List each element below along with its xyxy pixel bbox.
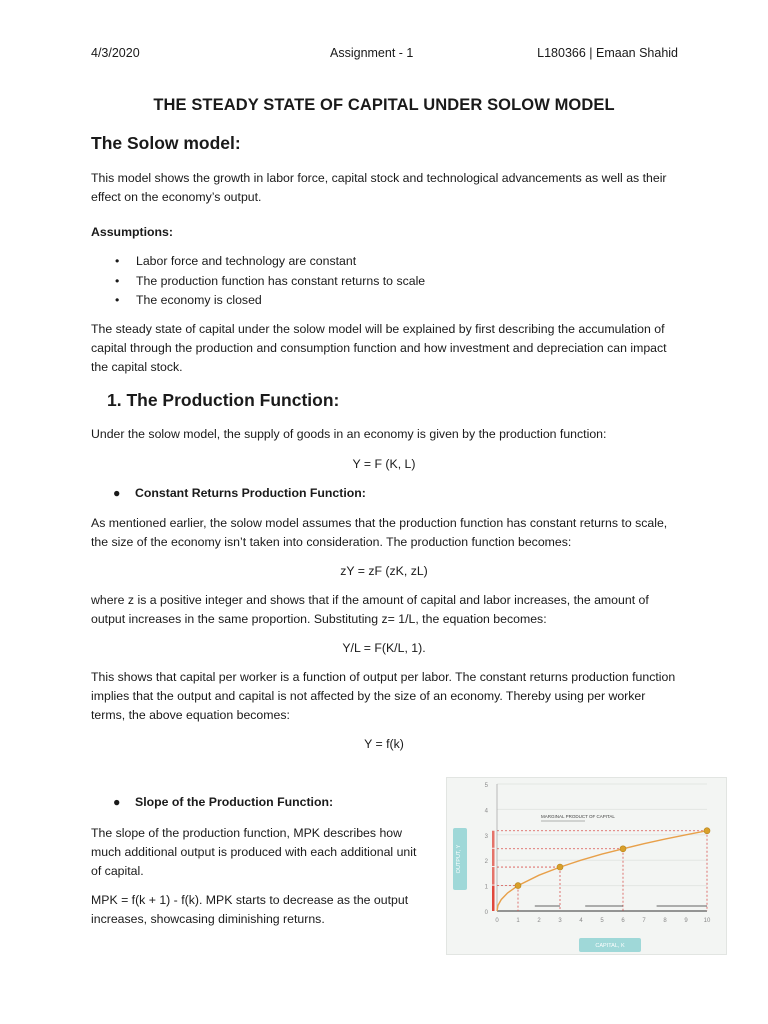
- heading-solow-model: The Solow model:: [91, 133, 241, 153]
- header-date: 4/3/2020: [91, 46, 140, 60]
- production-curve: [497, 831, 707, 911]
- bullet-icon: •: [115, 254, 120, 268]
- list-item: • Labor force and technology are constant: [91, 252, 425, 272]
- bullet-icon: •: [115, 273, 120, 288]
- equation-y-over-l: Y/L = F(K/L, 1).: [342, 641, 426, 655]
- y-tick-label: 2: [484, 859, 488, 866]
- x-tick-label: 5: [600, 918, 604, 924]
- paragraph-steady-state: The steady state of capital under the solow model will be explained by first describing the accumulation of capital through the production and consumption function and how investment and depreciation can impact the capital stock.: [91, 322, 667, 374]
- x-tick-label: 8: [663, 918, 667, 924]
- x-axis-label: CAPITAL, K: [595, 943, 625, 949]
- x-tick-label: 6: [621, 918, 625, 924]
- x-tick-label: 9: [684, 918, 688, 924]
- assumptions-label: Assumptions:: [91, 225, 173, 239]
- data-point: [557, 864, 563, 870]
- annotation-label: MARGINAL PRODUCT OF CAPITAL: [541, 814, 615, 819]
- y-tick-label: 0: [484, 910, 488, 916]
- bullet-icon: ●: [113, 795, 121, 809]
- production-function-chart: [446, 777, 727, 955]
- data-point: [704, 828, 710, 834]
- y-tick-label: 1: [484, 884, 488, 891]
- mpk-step-bar: [492, 831, 495, 848]
- chart-svg: [447, 778, 726, 954]
- y-tick-label: 5: [484, 783, 488, 789]
- y-axis-label: OUTPUT, Y: [456, 844, 462, 874]
- y-tick-label: 4: [484, 808, 488, 815]
- paragraph-substitution: where z is a positive integer and shows that if the amount of capital and labor increases, the amount of output increases in the same proportion. Substituting z= 1/L, the equation becomes:: [91, 593, 649, 626]
- document-title: THE STEADY STATE OF CAPITAL UNDER SOLOW MODEL: [153, 96, 615, 114]
- heading-production-function: 1. The Production Function:: [107, 390, 340, 410]
- equation-y-f-k: Y = f(k): [364, 737, 404, 751]
- equation-zy: zY = zF (zK, zL): [340, 564, 428, 578]
- paragraph-production-intro: Under the solow model, the supply of goods in an economy is given by the production function:: [91, 427, 607, 441]
- bullet-icon: •: [115, 293, 120, 307]
- list-item: • The economy is closed: [91, 291, 425, 311]
- equation-y-f-k-l: Y = F (K, L): [352, 457, 416, 471]
- mpk-bar: [492, 886, 495, 911]
- paragraph-solow-intro: This model shows the growth in labor force, capital stock and technological advancements as well as their effect on the economy’s output.: [91, 171, 667, 204]
- paragraph-mpk: MPK = f(k + 1) - f(k). MPK starts to decrease as the output increases, showcasing diminishing returns.: [91, 893, 409, 926]
- header-assignment: Assignment - 1: [330, 46, 414, 60]
- mpk-step-bar: [492, 849, 495, 866]
- bullet-icon: ●: [113, 486, 121, 500]
- data-point: [620, 846, 626, 852]
- x-tick-label: 4: [579, 918, 583, 924]
- paragraph-per-worker: This shows that capital per worker is a function of output per labor. The constant returns production function implies that the output and capital is not affected by the size of an economy. Thereby using per worker terms, the above equation becomes:: [91, 670, 676, 722]
- list-item: • The production function has constant returns to scale: [91, 272, 425, 292]
- subheading-slope: ● Slope of the Production Function:: [91, 795, 333, 809]
- subheading-constant-returns: ● Constant Returns Production Function:: [91, 486, 366, 500]
- x-tick-label: 10: [703, 918, 711, 924]
- paragraph-slope: The slope of the production function, MPK describes how much additional output is produced with each additional unit of capital.: [91, 826, 417, 878]
- assumptions-list: [91, 252, 425, 311]
- x-tick-label: 3: [558, 918, 562, 924]
- mpk-step-bar: [492, 867, 495, 885]
- y-tick-label: 3: [484, 833, 488, 840]
- x-tick-label: 7: [642, 918, 646, 924]
- data-point: [515, 883, 521, 889]
- x-tick-label: 2: [537, 918, 541, 924]
- header-author: L180366 | Emaan Shahid: [537, 46, 678, 60]
- x-tick-label: 0: [495, 918, 499, 924]
- paragraph-constant-returns: As mentioned earlier, the solow model assumes that the production function has constant returns to scale, the size of the economy isn’t taken into consideration. The production function becomes:: [91, 516, 668, 549]
- x-tick-label: 1: [516, 918, 520, 924]
